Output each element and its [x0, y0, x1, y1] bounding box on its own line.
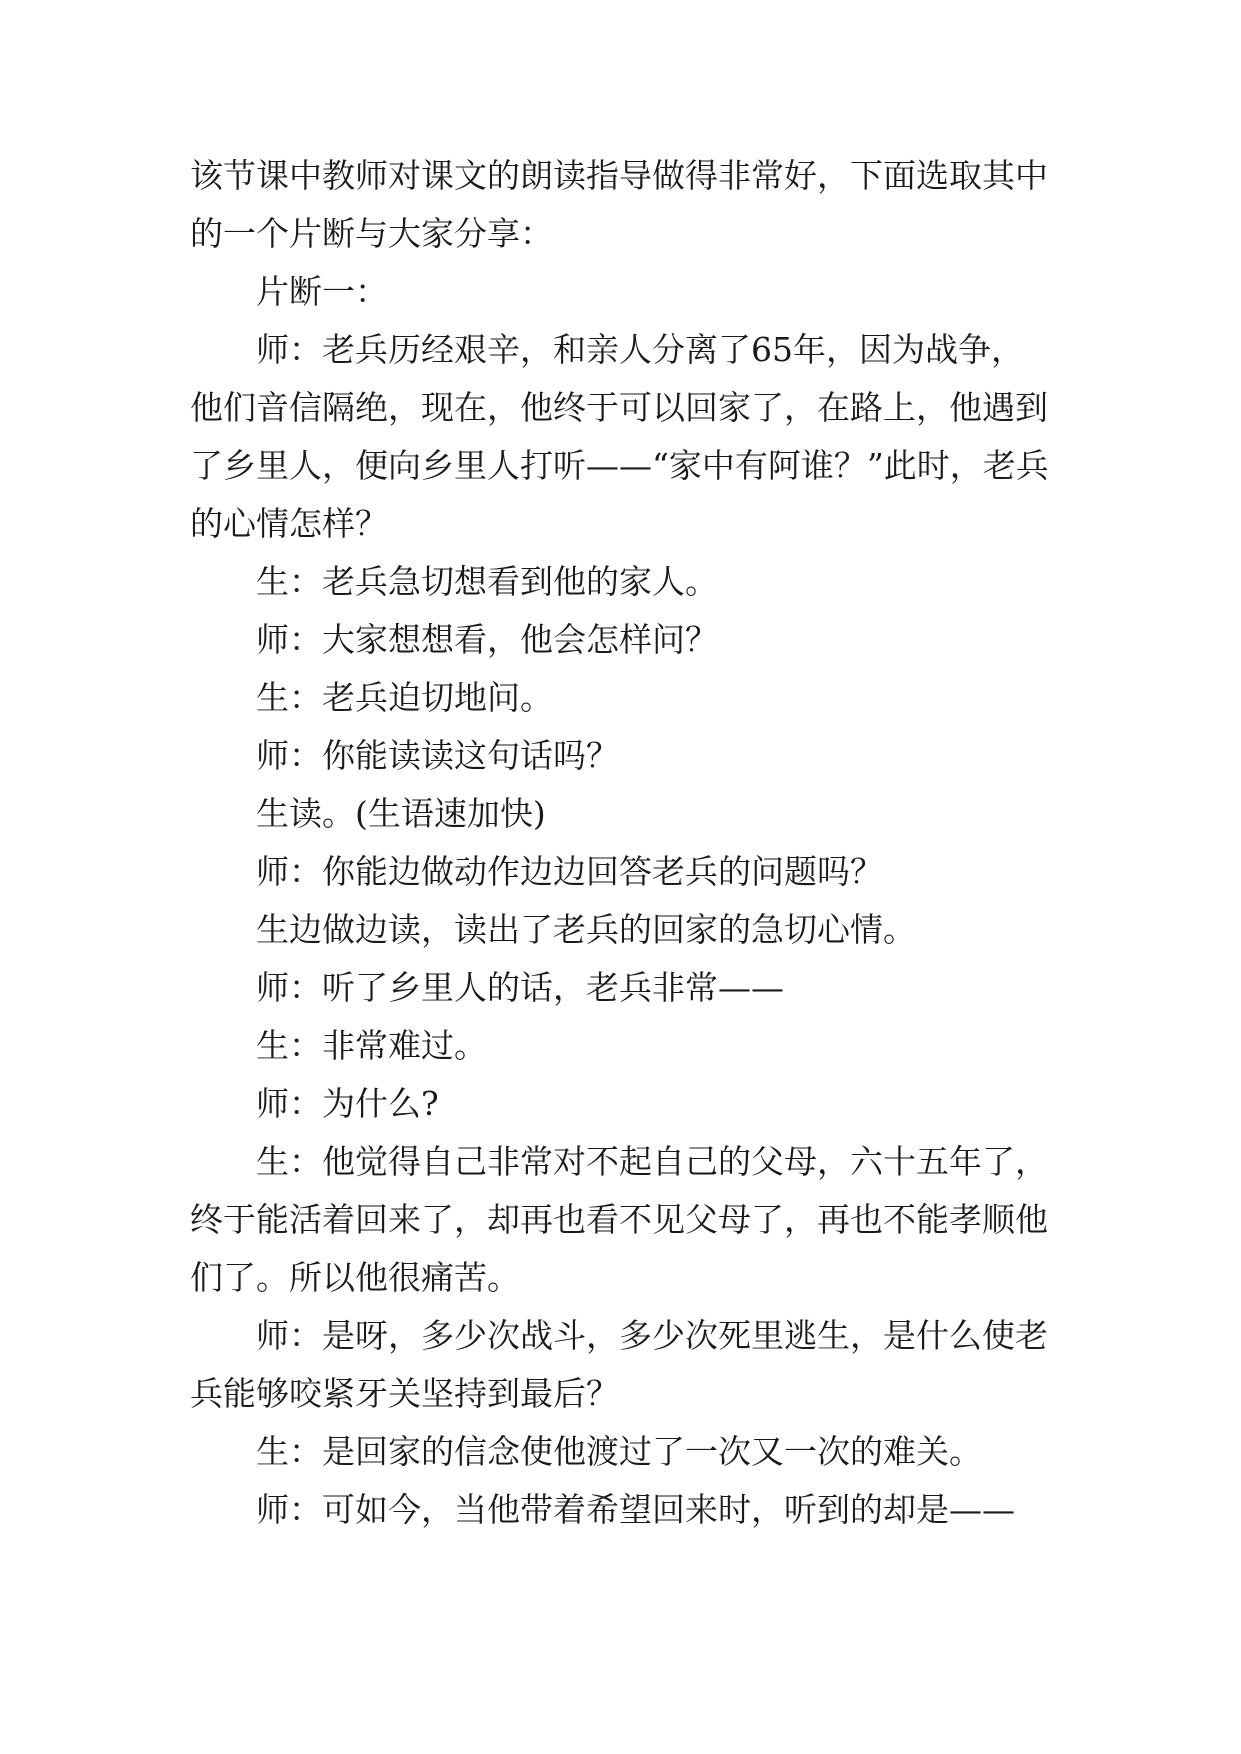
paragraph-dialogue: 生边做边读，读出了老兵的回家的急切心情。 — [256, 910, 916, 949]
paragraph-dialogue: 师：为什么? — [256, 1084, 439, 1123]
paragraph-dialogue: 生读。(生语速加快) — [256, 794, 546, 833]
paragraph-dialogue: 生：老兵迫切地问。 — [256, 678, 553, 717]
paragraph-dialogue: 生：他觉得自己非常对不起自己的父母，六十五年了，终于能活着回来了，却再也看不见父母了，再也不能孝顺他们了。所以他很痛苦。 — [190, 1142, 1048, 1297]
paragraph-dialogue: 生：老兵急切想看到他的家人。 — [256, 562, 718, 601]
paragraph-dialogue: 生：是回家的信念使他渡过了一次又一次的难关。 — [256, 1432, 982, 1471]
paragraph-dialogue: 生：非常难过。 — [256, 1026, 487, 1065]
paragraph-dialogue: 师：大家想想看，他会怎样问？ — [256, 620, 718, 659]
paragraph-dialogue: 师：你能边做动作边边回答老兵的问题吗？ — [256, 852, 883, 891]
paragraph-dialogue: 师：老兵历经艰辛，和亲人分离了65年，因为战争，他们音信隔绝，现在，他终于可以回家了，在路上，他遇到了乡里人，便向乡里人打听——“家中有阿谁？”此时，老兵的心情怎样？ — [190, 330, 1049, 543]
paragraph-dialogue: 师：是呀，多少次战斗，多少次死里逃生，是什么使老兵能够咬紧牙关坚持到最后？ — [190, 1316, 1048, 1413]
paragraph-dialogue: 师：你能读读这句话吗？ — [256, 736, 619, 775]
paragraph-dialogue: 师：可如今，当他带着希望回来时，听到的却是—— — [256, 1490, 1015, 1529]
document-page — [190, 147, 1056, 1539]
paragraph-fragment-heading: 片断一： — [256, 272, 388, 311]
paragraph-intro: 该节课中教师对课文的朗读指导做得非常好，下面选取其中的一个片断与大家分享： — [190, 156, 1048, 253]
paragraph-dialogue: 师：听了乡里人的话，老兵非常—— — [256, 968, 784, 1007]
